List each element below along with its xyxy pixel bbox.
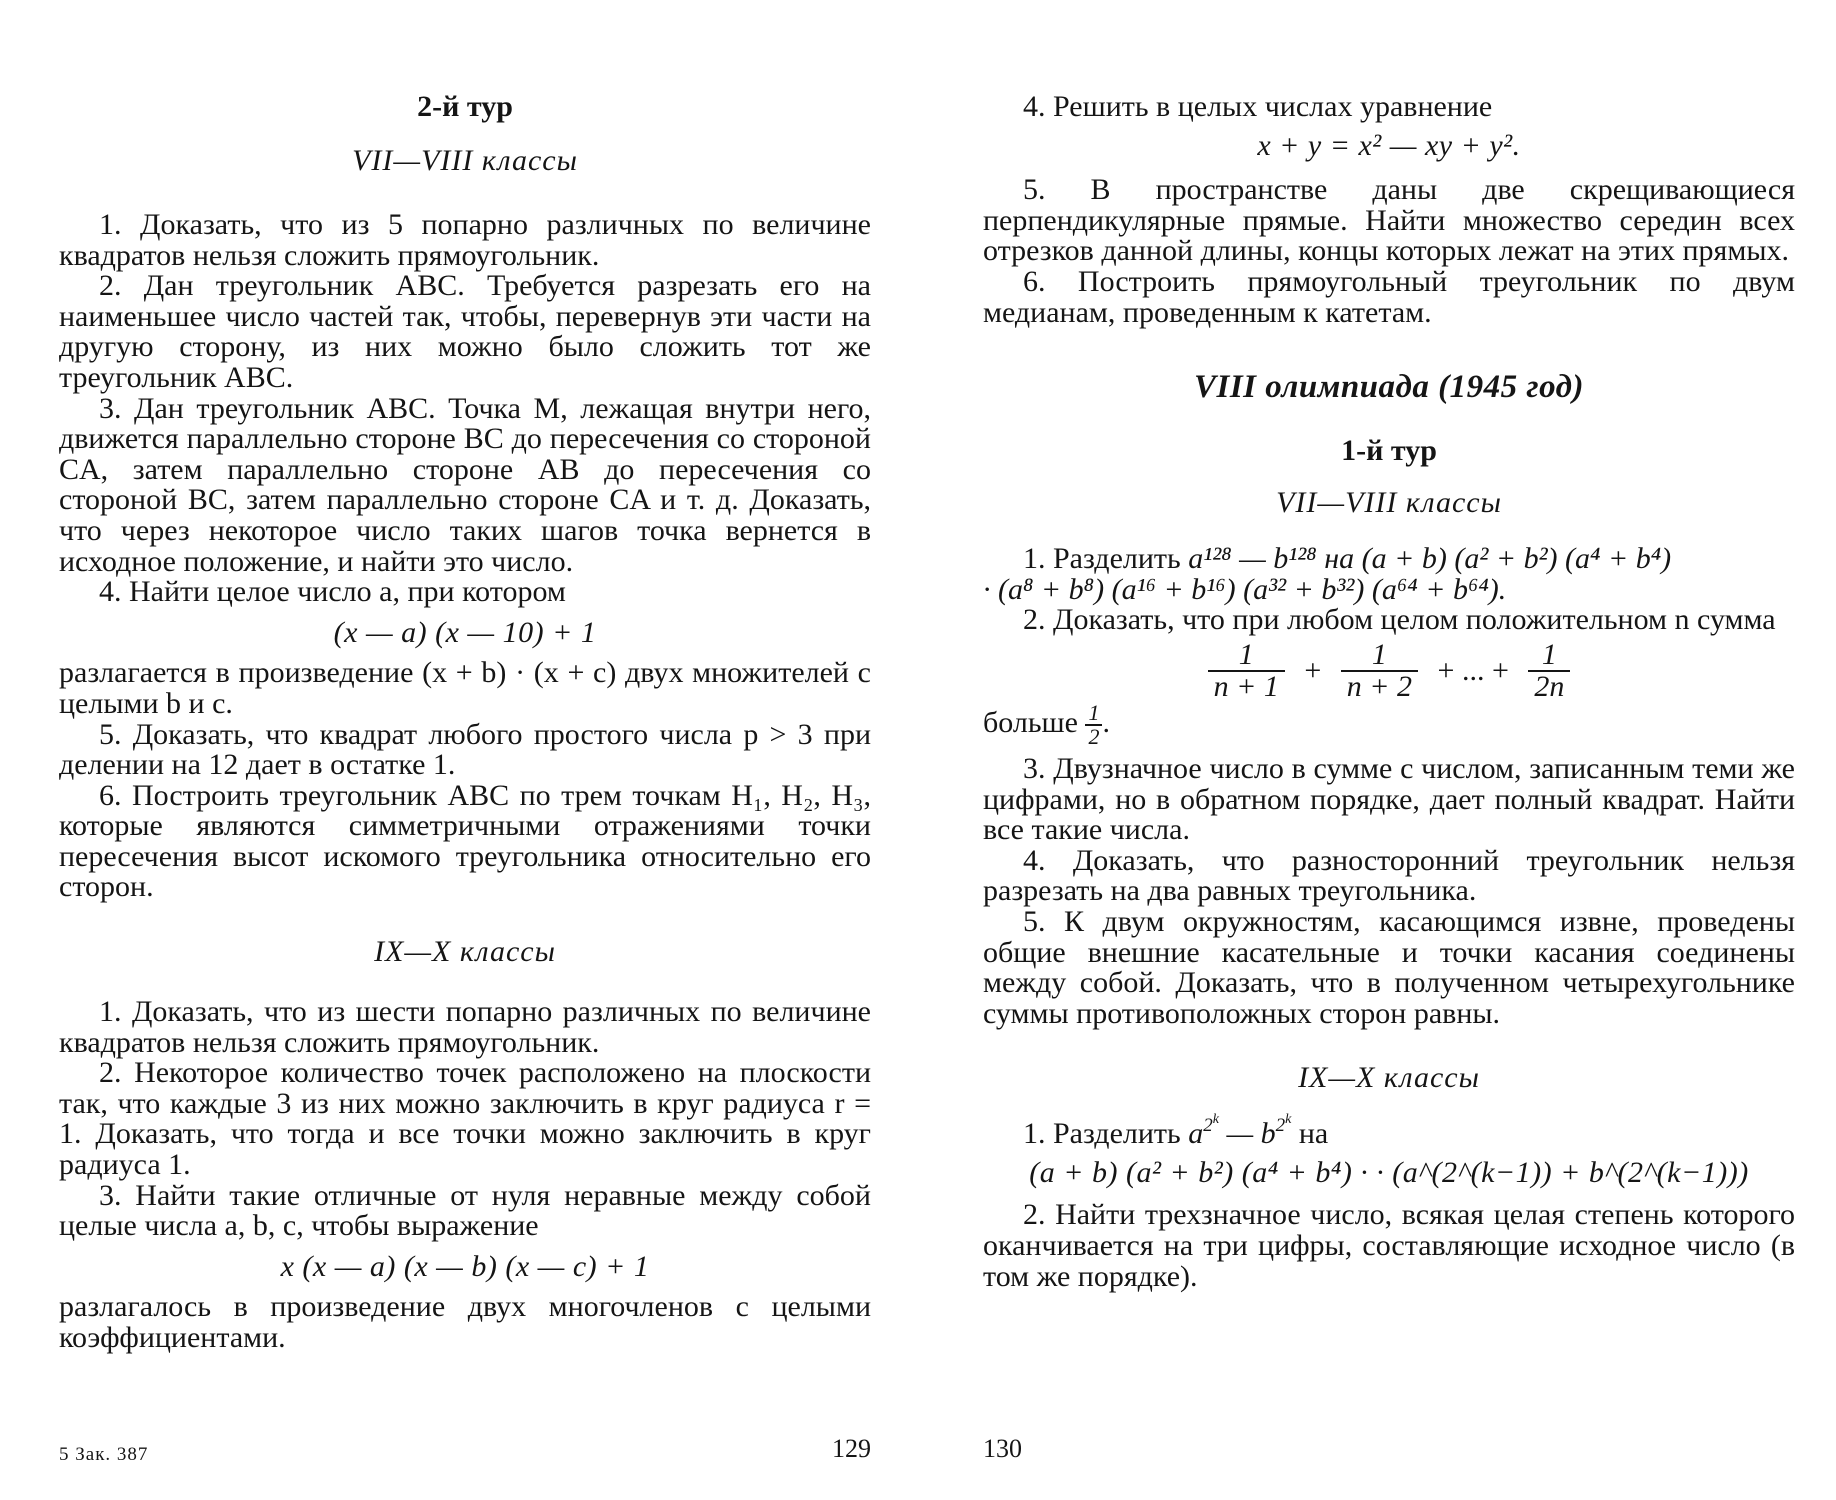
problem-6: 6. Построить треугольник ABC по трем точкам H₁, H₂, H₃, которые являются симметричными отражениями точки пересечения высот искомого треугольника относительно его сторон. <box>59 778 871 904</box>
equation: x + y = x² — xy + y². <box>1257 128 1521 162</box>
problem-5: 5. Доказать, что квадрат любого простого числа p > 3 при делении на 12 дает в остатке 1. <box>59 717 871 782</box>
olympiad-heading: VIII олимпиада (1945 год) <box>1193 369 1585 406</box>
numerator: 1 <box>1341 640 1418 672</box>
problem-2: 2. Дан треугольник ABC. Требуется разрезать его на наименьшее число частей так, чтобы, перевернув эти части на другую сторону, из них можно было сложить тот же треугольник ABC. <box>59 269 871 394</box>
problem-1: 1. Доказать, что из 5 попарно различных по величине квадратов нельзя сложить прямоугольник. <box>59 208 871 272</box>
fraction <box>1085 699 1102 749</box>
problem-1: 1. Доказать, что из шести попарно различных по величине квадратов нельзя сложить прямоугольник. <box>59 995 871 1059</box>
class-heading: IX—X классы <box>1298 1061 1480 1095</box>
class-heading: IX—X классы <box>374 935 556 969</box>
problem-2-continued: больше $\frac{1}{2}$ . <box>983 699 1110 749</box>
fraction <box>1208 637 1285 703</box>
class-heading: VII—VIII классы <box>1276 486 1502 520</box>
problem-3: 3. Двузначное число в сумме с числом, записанным теми же цифрами, но в обратном порядке, дает полный квадрат. Найти все такие числа. <box>983 751 1795 847</box>
problem-3: 3. Дан треугольник ABC. Точка M, лежащая внутри него, движется параллельно стороне BC до пересечения со стороной CA, затем параллельно стороне AB до пересечения со стороной BC, затем параллельно стороне CA и т. д. Доказать, что через некоторое число таких шагов точка вернется в исходное положение, и найти это число. <box>59 391 872 578</box>
right-page <box>983 0 1795 1500</box>
math-expression <box>983 572 1795 606</box>
denominator: 2 <box>1088 723 1100 749</box>
tour-heading: 1-й тур <box>1341 434 1437 468</box>
equation: x (x — a) (x — b) (x — c) + 1 <box>280 1249 650 1283</box>
denominator: 2n <box>1534 669 1565 703</box>
problem-3: 3. Найти такие отличные от нуля неравные между собой целые числа a, b, c, чтобы выражение <box>59 1178 871 1243</box>
problem-6: 6. Построить прямоугольный треугольник по двум медианам, проведенным к катетам. <box>983 264 1795 329</box>
plus-sign: + <box>1304 653 1322 687</box>
denominator: n + 1 <box>1213 669 1279 703</box>
math-expression: · (a⁸ + b⁸) (a¹⁶ + b¹⁶) (a³² + b³²) (a⁶⁴ + b⁶⁴). <box>983 572 1507 606</box>
problem-5: 5. В пространстве даны две скрещивающиеся перпендикулярные прямые. Найти множество середин всех отрезков данной длины, концы которых лежат на этих прямых. <box>983 173 1795 268</box>
page-number: 129 <box>832 1434 871 1463</box>
math-expression: $a^{2^k}$ — $b^{2^k}$ <box>1188 1112 1292 1151</box>
fraction-sum <box>983 637 1795 703</box>
equation: (x — a) (x — 10) + 1 <box>333 615 597 649</box>
problem-4: 4. Найти целое число a, при котором <box>99 575 566 609</box>
numerator: 1 <box>1085 702 1102 726</box>
problem-2: 2. Найти трехзначное число, всякая целая степень которого оканчивается на три цифры, составляющие исходное число (в том же порядке). <box>983 1198 1795 1293</box>
problem-3-continued: разлагалось в произведение двух многочленов с целыми коэффициентами. <box>59 1290 871 1354</box>
numerator: 1 <box>1528 640 1570 672</box>
problem-4: 4. Решить в целых числах уравнение <box>1023 90 1493 123</box>
problem-4: 4. Доказать, что разносторонний треугольник нельзя разрезать на два равных треугольника. <box>983 843 1795 908</box>
problem-1 <box>983 544 1795 575</box>
problem-2: 2. Доказать, что при любом целом положительном n сумма <box>1023 603 1776 637</box>
denominator: n + 2 <box>1346 669 1413 703</box>
problem-1-lead: 1. Разделить <box>1023 1117 1181 1151</box>
text: на <box>1298 1117 1329 1151</box>
math-expression: a¹²⁸ — b¹²⁸ на (a + b) (a² + b²) (a⁴ + b⁴) <box>1188 542 1672 576</box>
class-heading: VII—VIII классы <box>352 144 578 177</box>
text: больше <box>983 705 1078 739</box>
equation: (a + b) (a² + b²) (a⁴ + b⁴) · · (a^(2^(k−1)) + b^(2^(k−1))) <box>1029 1155 1749 1189</box>
problem-1-lead: 1. Разделить <box>1023 542 1181 576</box>
fraction <box>1528 637 1570 703</box>
fraction <box>1341 637 1418 703</box>
tour-heading: 2-й тур <box>417 90 513 123</box>
problem-2: 2. Некоторое количество точек расположено на плоскости так, что каждые 3 из них можно заключить в круг радиуса r = 1. Доказать, что тогда и все точки можно заключить в круг радиуса 1. <box>59 1056 871 1182</box>
printing-note: 5 Зак. 387 <box>59 1444 149 1465</box>
problem-4-continued: разлагается в произведение (x + b) · (x + c) двух множителей с целыми b и c. <box>59 656 871 720</box>
left-page <box>59 0 871 1500</box>
numerator: 1 <box>1208 640 1285 672</box>
page-number: 130 <box>983 1434 1022 1463</box>
problem-1 <box>983 1112 1795 1151</box>
problem-5: 5. К двум окружностям, касающимся извне, проведены общие внешние касательные и точки касания соединены между собой. Доказать, что в полученном четырехугольнике суммы противоположных сторон равны. <box>983 904 1795 1030</box>
ellipsis: + ... + <box>1437 653 1509 687</box>
